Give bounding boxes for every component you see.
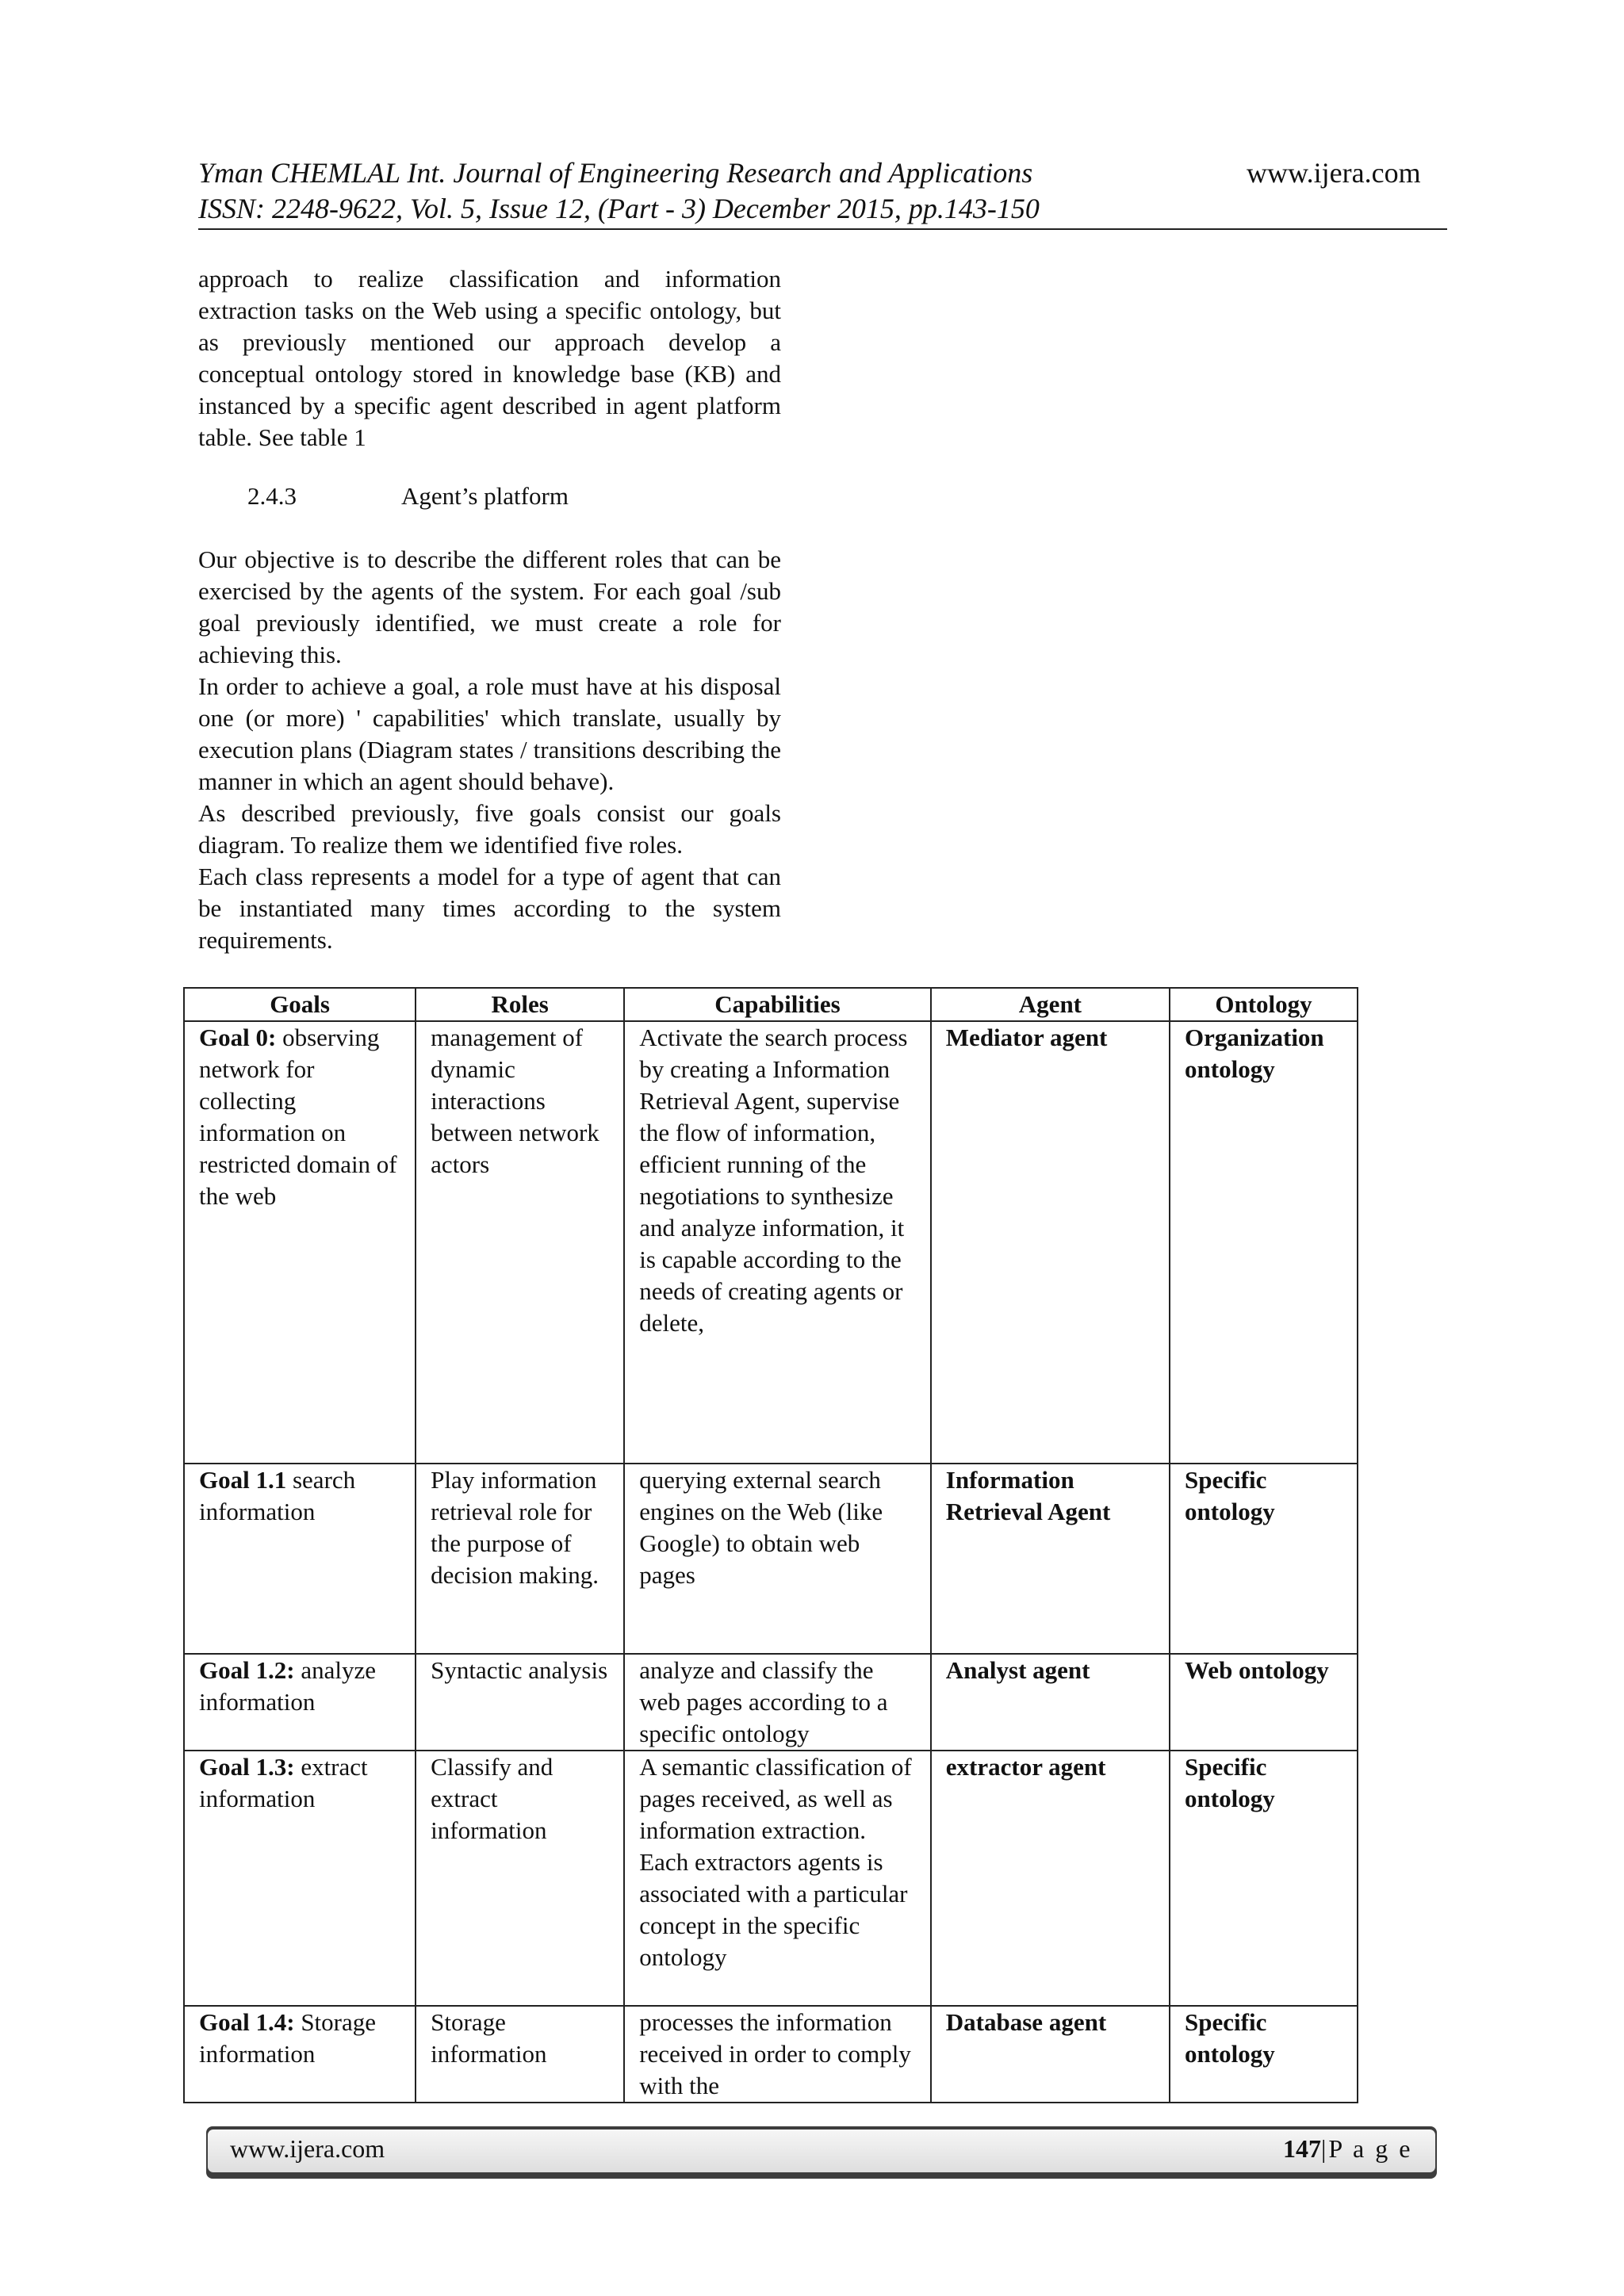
ontology-cell: Specific ontology: [1170, 2006, 1358, 2103]
agent-cell: Analyst agent: [931, 1654, 1170, 1751]
page-footer-bar: [206, 2126, 1437, 2179]
section-title: Agent’s platform: [401, 482, 569, 510]
goal-label: Goal 0:: [199, 1024, 277, 1051]
goal-text: search information: [199, 1466, 356, 1525]
intro-paragraph: approach to realize classification and information extraction tasks on the Web using a specific ontology, but as previously mentioned our approach develop a conceptual ontology stored in knowledge base (KB) and instanced by a specific agent described in agent platform table. See table 1: [198, 265, 781, 451]
goal-cell: [184, 1751, 416, 2006]
role-cell: Syntactic analysis: [416, 1654, 624, 1751]
ontology-cell: Specific ontology: [1170, 1464, 1358, 1654]
goal-text: observing network for collecting information on restricted domain of the web: [199, 1024, 397, 1210]
table-row: [184, 1464, 1358, 1654]
goal-label: Goal 1.1: [199, 1466, 287, 1494]
page-number-value: 147: [1283, 2134, 1321, 2163]
role-cell: Storage information: [416, 2006, 624, 2103]
ontology-cell: Organization ontology: [1170, 1021, 1358, 1464]
table-row: [184, 1751, 1358, 2006]
goal-cell: [184, 1021, 416, 1464]
goal-cell: [184, 1654, 416, 1751]
page-label: |P a g e: [1321, 2134, 1413, 2163]
column-header-agent: Agent: [931, 988, 1170, 1021]
body-paragraph-2: In order to achieve a goal, a role must have at his disposal one (or more) ' capabilities' which translate, usually by execution plans (Diagram states / transitions describing the manner in which an agent should behave).: [198, 672, 781, 795]
body-text: [198, 544, 781, 956]
role-cell: Classify and extract information: [416, 1751, 624, 2006]
column-header-ontology: Ontology: [1170, 988, 1358, 1021]
body-paragraph-1: Our objective is to describe the different roles that can be exercised by the agents of the system. For each goal /sub goal previously identified, we must create a role for achieving this.: [198, 545, 781, 668]
agent-cell: Information Retrieval Agent: [931, 1464, 1170, 1654]
intro-paragraph-block: [198, 263, 781, 453]
body-paragraph-4: Each class represents a model for a type of agent that can be instantiated many times according to the system requirements.: [198, 863, 781, 954]
agent-cell: extractor agent: [931, 1751, 1170, 2006]
journal-header: [198, 155, 1040, 227]
header-url[interactable]: www.ijera.com: [1247, 157, 1421, 189]
column-header-goals: Goals: [184, 988, 416, 1021]
page-number: [1283, 2131, 1412, 2166]
table-row: [184, 2006, 1358, 2103]
goal-label: Goal 1.4:: [199, 2008, 295, 2036]
capabilities-cell: Activate the search process by creating a Information Retrieval Agent, supervise the flow of information, efficient running of the negotiations to synthesize and analyze information, it is capable according to the needs of creating agents or delete,: [624, 1021, 931, 1464]
footer-url[interactable]: www.ijera.com: [230, 2134, 385, 2163]
goal-text: extract information: [199, 1753, 368, 1812]
role-cell: management of dynamic interactions between network actors: [416, 1021, 624, 1464]
section-number: 2.4.3: [247, 482, 297, 510]
header-issn-line: ISSN: 2248-9622, Vol. 5, Issue 12, (Part - 3) December 2015, pp.143-150: [198, 193, 1040, 224]
goal-cell: [184, 2006, 416, 2103]
agent-cell: Database agent: [931, 2006, 1170, 2103]
capabilities-cell: A semantic classification of pages received, as well as information extraction. Each extractors agents is associated with a particular concept in the specific ontology: [624, 1751, 931, 2006]
table-row: [184, 1021, 1358, 1464]
goal-text: analyze information: [199, 1656, 376, 1716]
capabilities-cell: querying external search engines on the Web (like Google) to obtain web pages: [624, 1464, 931, 1654]
ontology-cell: Specific ontology: [1170, 1751, 1358, 2006]
header-journal-line: Yman CHEMLAL Int. Journal of Engineering Research and Applications: [198, 157, 1033, 189]
ontology-cell: Web ontology: [1170, 1654, 1358, 1751]
goal-label: Goal 1.3:: [199, 1753, 295, 1781]
agent-platform-table: [183, 987, 1358, 2103]
body-paragraph-3: As described previously, five goals consist our goals diagram. To realize them we identified five roles.: [198, 799, 781, 859]
goal-text: Storage information: [199, 2008, 377, 2068]
column-header-capabilities: Capabilities: [624, 988, 931, 1021]
header-divider: [198, 228, 1447, 230]
capabilities-cell: processes the information received in order to comply with the: [624, 2006, 931, 2103]
section-heading: [247, 480, 569, 512]
goal-label: Goal 1.2:: [199, 1656, 295, 1684]
role-cell: Play information retrieval role for the purpose of decision making.: [416, 1464, 624, 1654]
footer-band: [208, 2130, 1435, 2172]
column-header-roles: Roles: [416, 988, 624, 1021]
goal-cell: [184, 1464, 416, 1654]
capabilities-cell: analyze and classify the web pages according to a specific ontology: [624, 1654, 931, 1751]
table-header-row: [184, 988, 1358, 1021]
table-row: [184, 1654, 1358, 1751]
agent-cell: Mediator agent: [931, 1021, 1170, 1464]
